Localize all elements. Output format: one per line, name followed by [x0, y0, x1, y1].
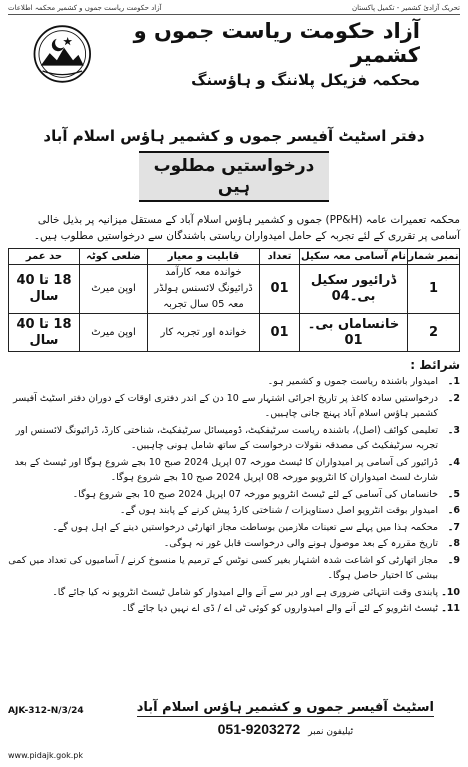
- condition-text: تعلیمی کوائف (اصل)، باشندہ ریاست سرٹیفکیٹ، ڈومیسائل سرٹیفکیٹ، شناختی کارڈ، ڈرائیونگ لائسنس اور تجربہ سرٹیفکیٹ کی مصدقہ نقولات درخواست کے ساتھ شامل ہونی چاہییں۔: [15, 424, 438, 451]
- header: [8, 19, 460, 89]
- vacancy-table: [8, 248, 460, 352]
- condition-text: خانساماں کی آسامی کے لئے ٹیسٹ انٹرویو مورخہ 07 اپریل 2024 صبح 10 بجے شروع ہوگا۔: [72, 488, 438, 500]
- column-header: حد عمر: [9, 249, 80, 265]
- cell-serial: 1: [408, 265, 460, 314]
- condition-text: درخواستیں سادہ کاغذ پر تاریخ اجرائی اشتہار سے 10 دن کے اندر دفتری اوقات کے دوران دفتر اسٹیٹ آفیسر کشمیر ہاؤس اسلام آباد پہنچ جانی چاہییں۔: [13, 392, 438, 419]
- header-text: [95, 19, 460, 89]
- reference-number: AJK-312-N/3/24: [8, 706, 84, 716]
- conditions-list: [8, 374, 460, 617]
- condition-item: [8, 391, 460, 422]
- phone-number: 051-9203272: [217, 721, 301, 737]
- condition-number: 3۔: [447, 424, 460, 436]
- condition-item: [8, 585, 460, 601]
- condition-text: تاریخ مقررہ کے بعد موصول ہونے والی درخواست قابل غور نہ ہوگی۔: [163, 538, 438, 549]
- condition-text: ٹیسٹ انٹرویو کے لئے آنے والے امیدواروں کو کوئی ٹی اے / ڈی اے نہیں دیا جائے گا۔: [121, 603, 438, 614]
- condition-text: ڈرائیور کی آسامی پر امیدواران کا ٹیسٹ مورخہ 07 اپریل 2024 صبح 10 بجے شروع ہوگا اور ٹیسٹ کے بعد شارٹ لسٹ امیدواران کا انٹرویو مورخہ 08 اپریل 2024 صبح 10 بجے شروع ہوگا۔: [14, 456, 438, 483]
- cell-qualification: خواندہ اور تجربہ کار: [148, 314, 260, 352]
- condition-number: 9۔: [447, 554, 460, 566]
- cell-age: 18 تا 40 سال: [9, 265, 80, 314]
- footer-signature: [137, 700, 460, 762]
- column-header: تعداد: [260, 249, 300, 265]
- column-header: قابلیت و معیار: [148, 249, 260, 265]
- condition-number: 4۔: [447, 456, 460, 468]
- cell-age: 18 تا 40 سال: [9, 314, 80, 352]
- cell-post: خانساماں بی۔01: [300, 314, 408, 352]
- column-header: نام آسامی معہ سکیل: [300, 249, 408, 265]
- top-left-text: آزاد حکومت ریاست جموں و کشمیر محکمہ اطلاعات: [8, 4, 162, 12]
- condition-item: [8, 423, 460, 454]
- condition-text: امیدوار باشندہ ریاست جموں و کشمیر ہو۔: [267, 376, 438, 387]
- phone-label: ٹیلیفون نمبر: [308, 727, 354, 737]
- condition-text: محکمہ ہذا میں پہلے سے تعینات ملازمین بوساطت مجاز اتھارٹی درخواستیں دینے کے اہل ہوں گے۔: [52, 521, 438, 533]
- table-row: [9, 265, 460, 314]
- condition-item: [8, 520, 460, 536]
- condition-item: [8, 553, 460, 584]
- condition-item: [8, 503, 460, 519]
- cell-quota: اوپن میرٹ: [80, 314, 148, 352]
- condition-number: 1۔: [447, 376, 460, 387]
- condition-number: 10۔: [441, 586, 460, 598]
- top-strip: [8, 4, 460, 15]
- phone-row: [137, 721, 434, 737]
- cell-quota: اوپن میرٹ: [80, 265, 148, 314]
- condition-number: 11۔: [441, 603, 460, 614]
- condition-number: 8۔: [447, 538, 460, 549]
- condition-number: 5۔: [447, 488, 460, 500]
- condition-number: 2۔: [447, 392, 460, 404]
- footer-left: [8, 700, 84, 762]
- cell-count: 01: [260, 265, 300, 314]
- condition-item: [8, 374, 460, 390]
- applications-wanted-banner: درخواستیں مطلوب ہیں: [139, 151, 329, 202]
- footer: [8, 700, 460, 762]
- cell-serial: 2: [408, 314, 460, 352]
- cell-post: ڈرائیور سکیل بی۔04: [300, 265, 408, 314]
- condition-text: امیدوار بوقت انٹرویو اصل دستاویزات / شناختی کارڈ پیش کرنے کے پابند ہوں گے۔: [119, 505, 438, 516]
- table-header-row: [9, 249, 460, 265]
- condition-item: [8, 601, 460, 617]
- column-header: نمبر شمار: [408, 249, 460, 265]
- column-header: ضلعی کوٹہ: [80, 249, 148, 265]
- department-title: محکمہ فزیکل پلاننگ و ہاؤسنگ: [191, 71, 420, 89]
- condition-item: [8, 455, 460, 486]
- top-right-text: تحریک آزادئ کشمیر - تکمیل پاکستان: [352, 4, 460, 12]
- cell-qualification: خواندہ معہ کارآمد ڈرائیونگ لائسنس ہولڈر معہ 05 سال تجربہ: [148, 265, 260, 314]
- condition-text: مجاز اتھارٹی کو اشاعت شدہ اشتہار بغیر کسی نوٹس کے ترمیم یا منسوخ کرنے / آسامیوں کی تعداد میں کمی بیشی کا اختیار حاصل ہوگا۔: [8, 554, 438, 581]
- condition-text: پابندی وقت انتہائی ضروری ہے اور دیر سے آنے والے امیدوار کو شامل ٹیسٹ انٹرویو نہ کیا جائے گا۔: [52, 586, 438, 598]
- intro-paragraph: محکمہ تعمیرات عامہ (PP&H) جموں و کشمیر ہاؤس اسلام آباد کے مستقل میزانیہ پر بذیل خالی آسامی پر تقرری کے لئے تجربہ کے حامل امیدواران ریاستی باشندگان سے درخواستیں مطلوب ہیں۔: [33, 214, 460, 242]
- officer-title: اسٹیٹ آفیسر جموں و کشمیر ہاؤس اسلام آباد: [136, 700, 434, 715]
- table-row: [9, 314, 460, 352]
- condition-number: 6۔: [447, 505, 460, 516]
- office-line: دفتر اسٹیٹ آفیسر جموں و کشمیر ہاؤس اسلام آباد: [43, 127, 425, 145]
- government-title: آزاد حکومت ریاست جموں و کشمیر: [133, 19, 420, 67]
- condition-number: 7۔: [447, 521, 460, 533]
- cell-count: 01: [260, 314, 300, 352]
- condition-item: [8, 487, 460, 503]
- condition-item: [8, 536, 460, 552]
- conditions-heading: شرائط :: [410, 358, 460, 372]
- government-emblem-icon: [30, 21, 95, 87]
- website-text: www.pidajk.gok.pk: [8, 751, 83, 760]
